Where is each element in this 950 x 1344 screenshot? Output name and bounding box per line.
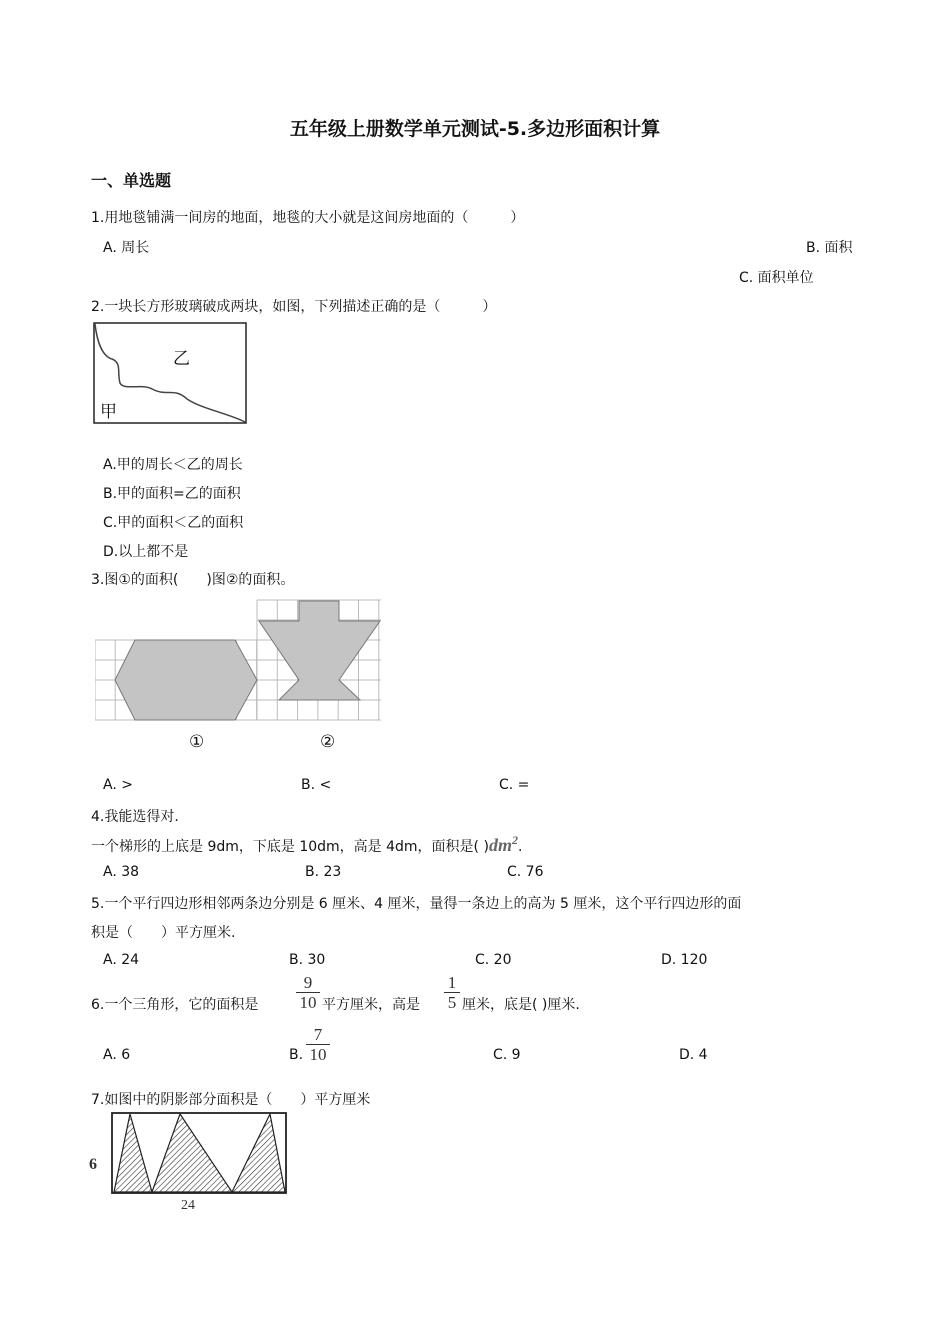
q5-option-d[interactable]: D. 120 (661, 952, 708, 968)
question-5-line-1: 5.一个平行四边形相邻两条边分别是 6 厘米、4 厘米，量得一条边上的高为 5 厘米，这个平行四边形的面 (91, 896, 742, 912)
q4-unit: $dm^2$ (488, 833, 518, 855)
q6-option-b-fraction: 7 10 (306, 1026, 330, 1063)
q3-label-figure-1: ① (189, 732, 205, 752)
q3-option-a[interactable]: A. > (103, 777, 133, 793)
q1-option-b[interactable]: B. 面积 (806, 240, 853, 256)
q4-option-a[interactable]: A. 38 (103, 864, 140, 880)
q6-fraction-height: 1 5 (444, 974, 460, 1011)
q5-option-b[interactable]: B. 30 (289, 952, 326, 968)
q1-option-c[interactable]: C. 面积单位 (739, 270, 814, 286)
q2-option-d[interactable]: D.以上都不是 (103, 544, 189, 560)
question-4-text: 一个梯形的上底是 9dm，下底是 10dm，高是 4dm，面积是( )$dm^2$. (91, 833, 523, 855)
q2-option-b[interactable]: B.甲的面积=乙的面积 (103, 486, 241, 502)
question-6-part-3: 厘米，底是( )厘米. (462, 997, 580, 1013)
q7-width-label: 24 (181, 1198, 195, 1213)
q3-option-c[interactable]: C. = (499, 777, 530, 793)
question-3-text: 3.图①的面积( )图②的面积。 (91, 572, 295, 588)
q5-option-c[interactable]: C. 20 (475, 952, 512, 968)
section-heading: 一、单选题 (91, 171, 172, 190)
q4-option-c[interactable]: C. 76 (507, 864, 544, 880)
q7-height-label: 6 (89, 1156, 97, 1173)
q2-label-jia: 甲 (100, 402, 117, 422)
q3-label-figure-2: ② (320, 732, 336, 752)
question-7-text: 7.如图中的阴影部分面积是（ ）平方厘米 (91, 1092, 371, 1108)
q5-option-a[interactable]: A. 24 (103, 952, 140, 968)
q7-shaded-triangles-figure (110, 1111, 290, 1197)
question-5-line-2: 积是（ ）平方厘米. (91, 925, 236, 941)
q4-text-main: 一个梯形的上底是 9dm，下底是 10dm，高是 4dm，面积是( ) (91, 839, 489, 855)
page-title: 五年级上册数学单元测试-5.多边形面积计算 (289, 118, 661, 140)
q4-option-b[interactable]: B. 23 (305, 864, 342, 880)
question-6-part-2: 平方厘米，高是 (322, 997, 420, 1013)
question-2-text: 2.一块长方形玻璃破成两块，如图，下列描述正确的是（ ） (91, 299, 497, 315)
q6-fraction-area: 9 10 (296, 974, 320, 1011)
question-1-text: 1.用地毯铺满一间房的地面，地毯的大小就是这间房地面的（ ） (91, 210, 525, 226)
q1-option-a[interactable]: A. 周长 (103, 240, 150, 256)
q2-option-a[interactable]: A.甲的周长＜乙的周长 (103, 457, 243, 473)
q6-option-d[interactable]: D. 4 (679, 1047, 708, 1063)
q3-option-b[interactable]: B. < (301, 777, 332, 793)
question-4-title: 4.我能选得对. (91, 809, 179, 825)
q6-option-b[interactable]: B. (289, 1047, 304, 1063)
q2-label-yi: 乙 (173, 349, 190, 369)
q6-option-c[interactable]: C. 9 (493, 1047, 521, 1063)
q3-grid-figures (95, 599, 385, 724)
question-6-part-1: 6.一个三角形，它的面积是 (91, 997, 259, 1013)
q2-option-c[interactable]: C.甲的面积＜乙的面积 (103, 515, 244, 531)
q6-option-a[interactable]: A. 6 (103, 1047, 131, 1063)
